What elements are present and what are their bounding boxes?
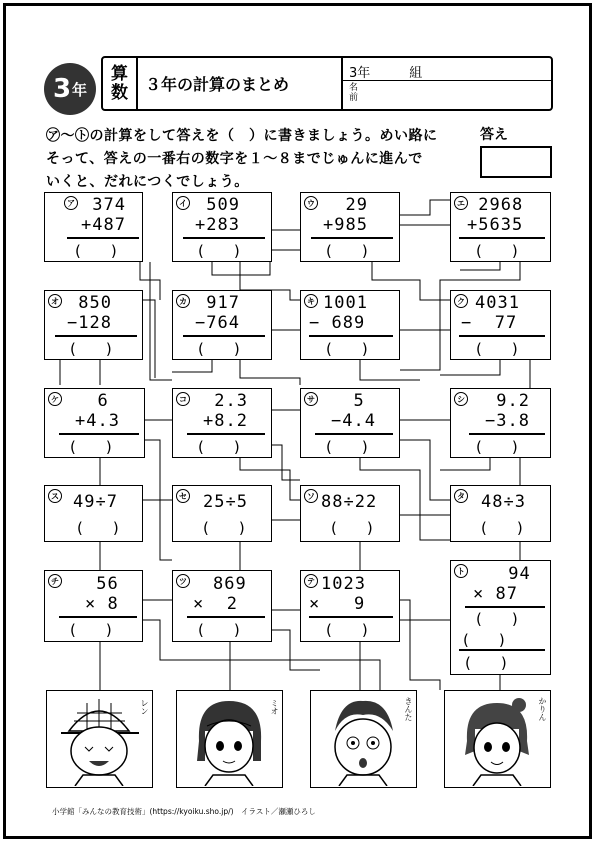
- problem-operand-2: −4.4: [331, 411, 376, 431]
- problem-box-ka: [172, 290, 272, 360]
- problem-box-u: [300, 192, 400, 262]
- problem-bar: [67, 237, 139, 239]
- problem-operand-2: +5635: [467, 215, 524, 235]
- problem-bar: [59, 616, 137, 618]
- answer-parens[interactable]: ( ): [326, 242, 368, 260]
- problem-label: キ: [304, 294, 318, 308]
- problem-box-ke: [44, 388, 145, 458]
- boy-illustration: [311, 691, 415, 786]
- problem-expression: 48÷3: [481, 492, 526, 512]
- answer-parens[interactable]: ( ): [331, 519, 373, 537]
- problem-bar: [459, 237, 545, 239]
- character-kinta: [310, 690, 417, 788]
- problem-box-shi: [450, 388, 551, 458]
- problem-box-su: [44, 485, 143, 542]
- problem-bar: [59, 433, 139, 435]
- problem-box-a: [44, 192, 143, 262]
- problem-label: チ: [48, 574, 62, 588]
- problem-box-chi: [44, 570, 143, 642]
- problem-bar: [187, 616, 265, 618]
- problem-operand-2: × 9: [309, 594, 366, 614]
- problem-label: ア: [64, 196, 78, 210]
- problem-operand-2: −128: [67, 313, 112, 333]
- answer-parens[interactable]: ( ): [198, 438, 240, 456]
- answer-parens[interactable]: ( ): [198, 340, 240, 358]
- problem-operand-1: 56: [85, 574, 119, 594]
- problem-bar: [315, 433, 393, 435]
- problem-operand-2: − 77: [461, 313, 518, 333]
- instruction-line-3: いくと、だれにつくでしょう。: [46, 174, 249, 190]
- problem-box-o: [44, 290, 143, 360]
- problem-bar: [187, 433, 265, 435]
- answer-parens[interactable]: ( ): [77, 519, 119, 537]
- problem-operand-2: +4.3: [75, 411, 120, 431]
- girl-ponytail-illustration: [445, 691, 549, 786]
- problem-label: タ: [454, 489, 468, 503]
- problem-label: テ: [304, 574, 318, 588]
- problem-box-tsu: [172, 570, 272, 642]
- answer-parens[interactable]: ( ): [70, 340, 112, 358]
- problem-operand-1: 94: [497, 564, 531, 584]
- problem-operand-1: 869: [213, 574, 247, 594]
- class-label: 3年 組: [349, 66, 423, 81]
- character-name: ミオ: [270, 699, 279, 715]
- problem-bar: [311, 237, 393, 239]
- problem-box-ku: [450, 290, 551, 360]
- problem-box-sa: [300, 388, 400, 458]
- problem-bar: [183, 335, 265, 337]
- problem-box-se: [172, 485, 272, 542]
- answer-parens-partial-2[interactable]: ( ): [463, 631, 505, 649]
- problem-operand-1: 4031: [475, 293, 520, 313]
- problem-expression: 88÷22: [321, 492, 378, 512]
- problem-bar: [55, 335, 137, 337]
- problem-operand-1: 5: [331, 391, 365, 411]
- problem-operand-1: 2.3: [203, 391, 248, 411]
- problem-expression: 49÷7: [73, 492, 118, 512]
- answer-parens-partial-1[interactable]: ( ): [476, 610, 518, 628]
- answer-label: 答え: [480, 127, 508, 143]
- problem-operand-2: × 87: [473, 584, 518, 604]
- problem-operand-1: 1001: [323, 293, 368, 313]
- problem-label: ケ: [48, 392, 62, 406]
- problem-operand-1: 9.2: [485, 391, 530, 411]
- problem-label: シ: [454, 392, 468, 406]
- answer-parens[interactable]: ( ): [70, 438, 112, 456]
- problem-operand-1: 509: [195, 195, 240, 215]
- problem-label: カ: [176, 294, 190, 308]
- grade-number: 3: [52, 74, 72, 104]
- problem-operand-1: 917: [195, 293, 240, 313]
- answer-parens[interactable]: ( ): [198, 242, 240, 260]
- problem-operand-1: 2968: [467, 195, 524, 215]
- answer-parens[interactable]: ( ): [326, 438, 368, 456]
- problem-operand-2: −764: [195, 313, 240, 333]
- answer-parens[interactable]: ( ): [476, 242, 518, 260]
- problem-label: セ: [176, 489, 190, 503]
- problem-operand-1: 1023: [321, 574, 366, 594]
- problem-operand-1: 850: [67, 293, 112, 313]
- problem-operand-1: 374: [81, 195, 126, 215]
- problem-bar: [459, 335, 545, 337]
- answer-parens[interactable]: ( ): [75, 242, 117, 260]
- character-ren: [46, 690, 153, 788]
- answer-parens[interactable]: ( ): [198, 621, 240, 639]
- answer-parens-final[interactable]: ( ): [465, 654, 507, 672]
- subject-char-2: 数: [111, 82, 128, 103]
- problem-label: ト: [454, 564, 468, 578]
- problem-box-ta: [450, 485, 551, 542]
- problem-bar: [309, 616, 393, 618]
- problem-label: ツ: [176, 574, 190, 588]
- problem-operand-2: +8.2: [203, 411, 248, 431]
- answer-parens[interactable]: ( ): [326, 621, 368, 639]
- problem-operand-1: 29: [323, 195, 368, 215]
- footer-credit: 小学館「みんなの教育技術」(https://kyoiku.sho.jp/) イラスト／瀬瀬ひろし: [52, 807, 316, 816]
- problem-label: エ: [454, 196, 468, 210]
- problem-label: ス: [48, 489, 62, 503]
- problem-operand-2: − 689: [309, 313, 366, 333]
- problem-label: イ: [176, 196, 190, 210]
- character-name: かりん: [538, 697, 547, 721]
- character-mio: [176, 690, 283, 788]
- name-label-2: 前: [349, 93, 359, 103]
- instruction-line-1: ㋐〜㋣の計算をして答えを（ ）に書きましょう。めい路に: [46, 128, 438, 144]
- problem-operand-2: +487: [81, 215, 126, 235]
- problem-box-ki: [300, 290, 400, 360]
- problem-box-te: [300, 570, 400, 642]
- problem-operand-2: × 8: [85, 594, 119, 614]
- problem-label: ウ: [304, 196, 318, 210]
- problem-box-so: [300, 485, 400, 542]
- problem-bar: [469, 433, 545, 435]
- problem-label: コ: [176, 392, 190, 406]
- answer-parens[interactable]: ( ): [70, 621, 112, 639]
- problem-label: サ: [304, 392, 318, 406]
- problem-expression: 25÷5: [203, 492, 248, 512]
- problem-bar: [309, 335, 393, 337]
- problem-operand-2: −3.8: [485, 411, 530, 431]
- problem-label: ソ: [304, 489, 318, 503]
- problem-bar-2: [459, 649, 545, 651]
- answer-parens[interactable]: ( ): [481, 519, 523, 537]
- answer-parens[interactable]: ( ): [326, 340, 368, 358]
- answer-parens[interactable]: ( ): [476, 438, 518, 456]
- problem-box-to: [450, 560, 551, 675]
- girl-illustration: [177, 691, 281, 786]
- problem-operand-2: +283: [195, 215, 240, 235]
- worksheet-title: ３年の計算のまとめ: [145, 75, 290, 94]
- grade-kanji: 年: [72, 80, 88, 99]
- problem-operand-1: 6: [75, 391, 109, 411]
- answer-parens[interactable]: ( ): [476, 340, 518, 358]
- answer-parens[interactable]: ( ): [203, 519, 245, 537]
- character-name: レン: [140, 699, 149, 715]
- instruction-line-2: そって、答えの一番右の数字を１〜８までじゅんに進んで: [46, 151, 423, 167]
- subject-char-1: 算: [111, 63, 128, 84]
- problem-bar: [183, 237, 265, 239]
- boy-detective-illustration: [47, 691, 151, 786]
- problem-box-ko: [172, 388, 272, 458]
- problem-label: オ: [48, 294, 62, 308]
- problem-operand-2: +985: [323, 215, 368, 235]
- problem-box-e: [450, 192, 551, 262]
- problem-box-i: [172, 192, 272, 262]
- name-label-1: 名: [349, 83, 359, 93]
- character-karin: [444, 690, 551, 788]
- problem-operand-2: × 2: [193, 594, 238, 614]
- problem-label: ク: [454, 294, 468, 308]
- character-name: きんた: [404, 697, 413, 721]
